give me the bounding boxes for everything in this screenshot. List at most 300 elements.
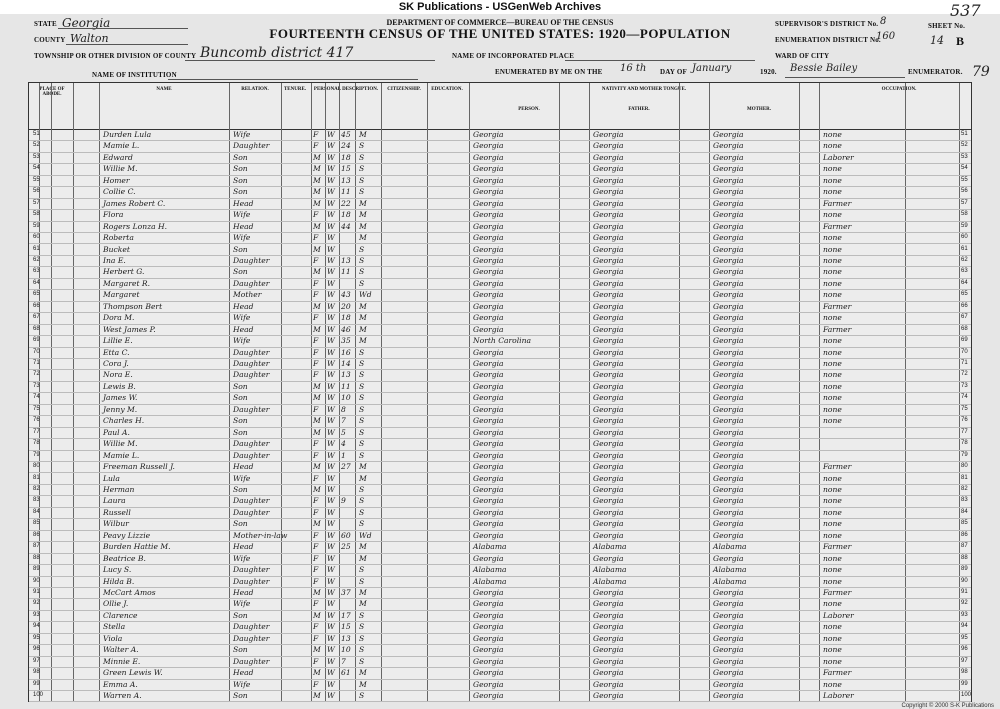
cell-fbirth: Georgia [593,301,624,311]
cell-birth: Georgia [473,290,504,300]
cell-ms: M [359,221,367,231]
cell-ms: S [359,416,365,426]
line-number: 95 [33,634,40,641]
cell-name: Bucket [103,244,130,254]
cell-sex: M [313,267,321,277]
cell-mbirth: Georgia [713,679,744,689]
cell-sex: M [313,164,321,174]
cell-birth: Georgia [473,462,504,472]
cell-race: W [327,324,335,334]
line-number: 100 [33,692,44,699]
cell-race: W [327,336,335,346]
cell-mbirth: Georgia [713,450,744,460]
cell-mbirth: Georgia [713,141,744,151]
cell-mbirth: Georgia [713,668,744,678]
line-number-right: 95 [961,634,968,641]
cell-age: 4 [341,439,346,449]
ed-label: ENUMERATION DISTRICT No. [775,36,881,44]
cell-rel: Daughter [233,347,270,357]
cell-occ: Laborer [823,152,854,162]
cell-age: 1 [341,450,346,460]
cell-rel: Wife [233,553,251,563]
cell-rel: Son [233,244,248,254]
line-number-right: 63 [961,268,968,275]
cell-sex: M [313,324,321,334]
cell-birth: Georgia [473,141,504,151]
cell-mbirth: Georgia [713,427,744,437]
cell-birth: Alabama [473,542,507,552]
line-number-right: 79 [961,451,968,458]
cell-occ: Laborer [823,610,854,620]
cell-ms: M [359,473,367,483]
cell-birth: Georgia [473,370,504,380]
cell-mbirth: Alabama [713,542,747,552]
cell-occ: none [823,130,842,139]
cell-rel: Son [233,381,248,391]
cell-birth: Georgia [473,187,504,197]
cell-ms: M [359,336,367,346]
cell-occ: Farmer [823,588,852,597]
cell-mbirth: Georgia [713,610,744,620]
cell-ms: S [359,496,365,506]
cell-ms: S [359,359,365,368]
line-number-right: 89 [961,566,968,573]
line-number: 79 [33,451,40,458]
state-value: Georgia [62,16,111,30]
cell-fbirth: Georgia [593,198,624,208]
cell-name: James W. [103,393,138,403]
cell-fbirth: Georgia [593,233,624,243]
cell-rel: Son [233,187,248,197]
line-number-right: 76 [961,417,968,424]
cell-birth: Georgia [473,691,504,701]
cell-birth: Alabama [473,565,507,575]
cell-sex: M [313,393,321,403]
cell-birth: Georgia [473,164,504,174]
cell-race: W [327,244,335,254]
cell-race: W [327,565,335,575]
cell-race: W [327,301,335,311]
cell-sex: F [313,542,319,552]
cell-rel: Wife [233,473,251,483]
cell-race: W [327,175,335,185]
cell-sex: M [313,175,321,185]
cell-birth: Georgia [473,359,504,368]
census-grid [28,82,972,702]
enumerated-year: 1920. [760,68,777,76]
line-number: 62 [33,256,40,263]
cell-mbirth: Georgia [713,164,744,174]
cell-fbirth: Georgia [593,679,624,689]
cell-birth: Georgia [473,484,504,494]
cell-occ: none [823,175,842,185]
cell-name: Lucy S. [103,565,132,575]
line-number: 58 [33,211,40,218]
cell-ms: S [359,691,365,701]
cell-name: Freeman Russell J. [103,462,175,472]
cell-occ: none [823,473,842,483]
cell-age: 11 [341,187,351,197]
cell-ms: M [359,462,367,472]
county-value: Walton [70,32,109,45]
cell-rel: Daughter [233,141,270,151]
cell-sex: M [313,519,321,529]
cell-birth: Georgia [473,233,504,243]
cell-race: W [327,141,335,151]
line-number: 84 [33,508,40,515]
stamp-number-side: 79 [972,64,990,80]
cell-age: 7 [341,656,346,666]
cell-occ: Farmer [823,462,852,472]
cell-mbirth: Georgia [713,313,744,323]
cell-birth: Georgia [473,668,504,678]
cell-fbirth: Georgia [593,496,624,506]
line-number: 61 [33,245,40,252]
cell-rel: Daughter [233,656,270,666]
cell-birth: Georgia [473,267,504,277]
cell-fbirth: Georgia [593,324,624,334]
line-number: 81 [33,474,40,481]
cell-occ: none [823,336,842,346]
cell-name: Wilbur [103,519,129,529]
cell-rel: Daughter [233,439,270,449]
cell-mbirth: Georgia [713,347,744,357]
cell-age: 17 [341,610,351,620]
cell-ms: S [359,347,365,357]
cell-race: W [327,622,335,632]
cell-sex: F [313,210,319,220]
cell-ms: S [359,393,365,403]
cell-ms: S [359,645,365,655]
cell-occ: none [823,141,842,151]
cell-mbirth: Georgia [713,588,744,597]
cell-name: Dora M. [103,313,135,323]
cell-rel: Wife [233,130,251,139]
cell-birth: Georgia [473,381,504,391]
line-number: 86 [33,531,40,538]
cell-race: W [327,553,335,563]
line-number-right: 59 [961,222,968,229]
cell-occ: none [823,507,842,517]
cell-rel: Daughter [233,450,270,460]
ed-value: 160 [876,31,896,42]
cell-name: Walter A. [103,645,139,655]
line-number: 59 [33,222,40,229]
cell-rel: Daughter [233,278,270,288]
line-number-right: 52 [961,142,968,149]
cell-occ: none [823,645,842,655]
group-name: NAME [156,87,172,92]
cell-fbirth: Georgia [593,164,624,174]
line-number-right: 62 [961,256,968,263]
line-number: 69 [33,337,40,344]
cell-name: Margaret [103,290,140,300]
line-number-right: 93 [961,611,968,618]
cell-name: Durden Lula [103,130,152,139]
cell-race: W [327,439,335,449]
cell-ms: M [359,313,367,323]
day-of-label: DAY OF [660,68,687,76]
line-number-right: 61 [961,245,968,252]
enumerated-day: 16 th [620,63,647,74]
cell-mbirth: Georgia [713,381,744,391]
cell-rel: Mother-in-law [233,530,288,540]
cell-name: Jenny M. [103,404,138,414]
cell-birth: Georgia [473,427,504,437]
cell-mbirth: Georgia [713,175,744,185]
cell-ms: Wd [359,290,372,300]
cell-mbirth: Georgia [713,496,744,506]
cell-race: W [327,679,335,689]
cell-name: Herbert G. [103,267,145,277]
cell-birth: Georgia [473,645,504,655]
cell-sex: F [313,404,319,414]
sheet-letter: B [956,34,965,48]
cell-mbirth: Georgia [713,130,744,139]
cell-race: W [327,404,335,414]
cell-mbirth: Georgia [713,370,744,380]
cell-race: W [327,152,335,162]
line-number-right: 78 [961,440,968,447]
cell-sex: M [313,668,321,678]
cell-age: 18 [341,313,351,323]
cell-mbirth: Georgia [713,233,744,243]
cell-race: W [327,576,335,586]
cell-birth: Georgia [473,588,504,597]
line-number: 91 [33,589,40,595]
cell-sex: F [313,313,319,323]
cell-fbirth: Georgia [593,244,624,254]
cell-race: W [327,359,335,368]
cell-sex: F [313,530,319,540]
cell-rel: Son [233,610,248,620]
cell-ms: S [359,164,365,174]
cell-ms: S [359,576,365,586]
cell-ms: Wd [359,530,372,540]
cell-occ: none [823,484,842,494]
cell-rel: Daughter [233,622,270,632]
line-number-right: 94 [961,623,968,630]
cell-age: 15 [341,164,351,174]
cell-occ: none [823,244,842,254]
cell-fbirth: Georgia [593,381,624,391]
cell-age: 14 [341,359,351,368]
line-number: 56 [33,188,40,195]
cell-name: Margaret R. [103,278,151,288]
stamp-number-top: 537 [950,1,981,20]
line-number-right: 84 [961,508,968,515]
line-number-right: 70 [961,348,968,355]
cell-rel: Wife [233,679,251,689]
cell-race: W [327,656,335,666]
cell-fbirth: Georgia [593,393,624,403]
cell-sex: F [313,130,319,139]
cell-birth: Georgia [473,244,504,254]
line-number-right: 72 [961,371,968,378]
cell-fbirth: Georgia [593,473,624,483]
line-number-right: 90 [961,577,968,584]
cell-race: W [327,519,335,529]
cell-ms: S [359,141,365,151]
cell-fbirth: Georgia [593,484,624,494]
line-number-right: 73 [961,382,968,389]
cell-occ: none [823,278,842,288]
cell-ms: S [359,187,365,197]
cell-sex: F [313,633,319,643]
enumerator-label: ENUMERATOR. [908,68,963,76]
cell-ms: M [359,668,367,678]
cell-sex: F [313,656,319,666]
cell-ms: S [359,484,365,494]
line-number: 97 [33,657,40,664]
cell-rel: Son [233,691,248,701]
cell-birth: Georgia [473,656,504,666]
line-number-right: 54 [961,165,968,172]
cell-age: 11 [341,381,351,391]
cell-occ: none [823,210,842,220]
cell-race: W [327,130,335,139]
cell-birth: Georgia [473,633,504,643]
cell-ms: M [359,553,367,563]
cell-name: Herman [103,484,135,494]
form-header [0,14,1000,82]
cell-rel: Daughter [233,404,270,414]
line-number: 51 [33,131,40,137]
cell-sex: F [313,347,319,357]
cell-ms: S [359,656,365,666]
cell-fbirth: Georgia [593,141,624,151]
cell-birth: Georgia [473,679,504,689]
cell-occ: none [823,381,842,391]
line-number: 65 [33,291,40,298]
line-number-right: 60 [961,234,968,241]
line-number: 98 [33,669,40,676]
cell-ms: M [359,130,367,139]
cell-occ: none [823,599,842,609]
cell-sex: M [313,416,321,426]
cell-name: Edward [103,152,133,162]
state-label: STATE [34,20,57,28]
cell-rel: Wife [233,210,251,220]
cell-race: W [327,164,335,174]
cell-ms: M [359,301,367,311]
nativity-father: FATHER. [628,107,650,112]
cell-fbirth: Georgia [593,668,624,678]
cell-sex: M [313,691,321,701]
cell-mbirth: Georgia [713,553,744,563]
cell-birth: Georgia [473,221,504,231]
cell-occ: none [823,416,842,426]
cell-occ: none [823,347,842,357]
cell-rel: Son [233,393,248,403]
cell-rel: Son [233,152,248,162]
cell-birth: Georgia [473,416,504,426]
line-number: 89 [33,566,40,573]
department-line: DEPARTMENT OF COMMERCE—BUREAU OF THE CENSUS [386,18,614,27]
cell-name: Thompson Bert [103,301,163,311]
cell-birth: Georgia [473,404,504,414]
line-number-right: 98 [961,669,968,676]
cell-name: Lula [103,473,120,483]
cell-name: West James P. [103,324,156,334]
group-education: EDUCATION. [431,87,463,92]
group-relation: RELATION. [241,87,269,92]
cell-fbirth: Georgia [593,290,624,300]
cell-mbirth: Georgia [713,359,744,368]
cell-rel: Daughter [233,255,270,265]
cell-birth: Georgia [473,255,504,265]
line-number: 71 [33,360,40,366]
ward-label: WARD OF CITY [775,52,830,60]
cell-name: Rogers Lonza H. [103,221,168,231]
enumerated-month: January [692,63,732,74]
cell-sex: F [313,336,319,346]
cell-birth: Georgia [473,599,504,609]
cell-occ: none [823,656,842,666]
cell-race: W [327,450,335,460]
cell-race: W [327,588,335,597]
cell-race: W [327,198,335,208]
incorporated-label: NAME OF INCORPORATED PLACE [452,52,575,60]
cell-sex: M [313,301,321,311]
line-number-right: 69 [961,337,968,344]
cell-race: W [327,507,335,517]
cell-race: W [327,290,335,300]
cell-occ: none [823,393,842,403]
cell-age: 61 [341,668,351,678]
cell-name: Ollie J. [103,599,129,609]
cell-mbirth: Georgia [713,507,744,517]
cell-birth: Georgia [473,393,504,403]
cell-race: W [327,381,335,391]
cell-fbirth: Georgia [593,175,624,185]
cell-age: 43 [341,290,351,300]
cell-fbirth: Georgia [593,278,624,288]
cell-name: Beatrice B. [103,553,146,563]
line-number: 83 [33,497,40,504]
cell-sex: F [313,255,319,265]
cell-mbirth: Georgia [713,255,744,265]
cell-race: W [327,691,335,701]
cell-mbirth: Georgia [713,519,744,529]
cell-mbirth: Georgia [713,484,744,494]
cell-name: Mamie L. [103,141,140,151]
cell-rel: Son [233,519,248,529]
cell-mbirth: Georgia [713,393,744,403]
cell-fbirth: Georgia [593,519,624,529]
cell-birth: Georgia [473,507,504,517]
cell-occ: none [823,633,842,643]
cell-race: W [327,255,335,265]
cell-name: Peavy Lizzie [103,530,151,540]
cell-ms: S [359,152,365,162]
line-number: 63 [33,268,40,275]
cell-birth: Georgia [473,175,504,185]
cell-name: Burden Hattie M. [103,542,171,552]
cell-fbirth: Georgia [593,336,624,346]
cell-age: 60 [341,530,351,540]
cell-age: 13 [341,255,351,265]
cell-mbirth: Georgia [713,187,744,197]
cell-fbirth: Georgia [593,267,624,277]
line-number: 77 [33,428,40,435]
cell-mbirth: Georgia [713,416,744,426]
cell-sex: F [313,576,319,586]
cell-race: W [327,221,335,231]
cell-rel: Head [233,668,254,678]
cell-fbirth: Georgia [593,130,624,139]
line-number-right: 85 [961,520,968,527]
